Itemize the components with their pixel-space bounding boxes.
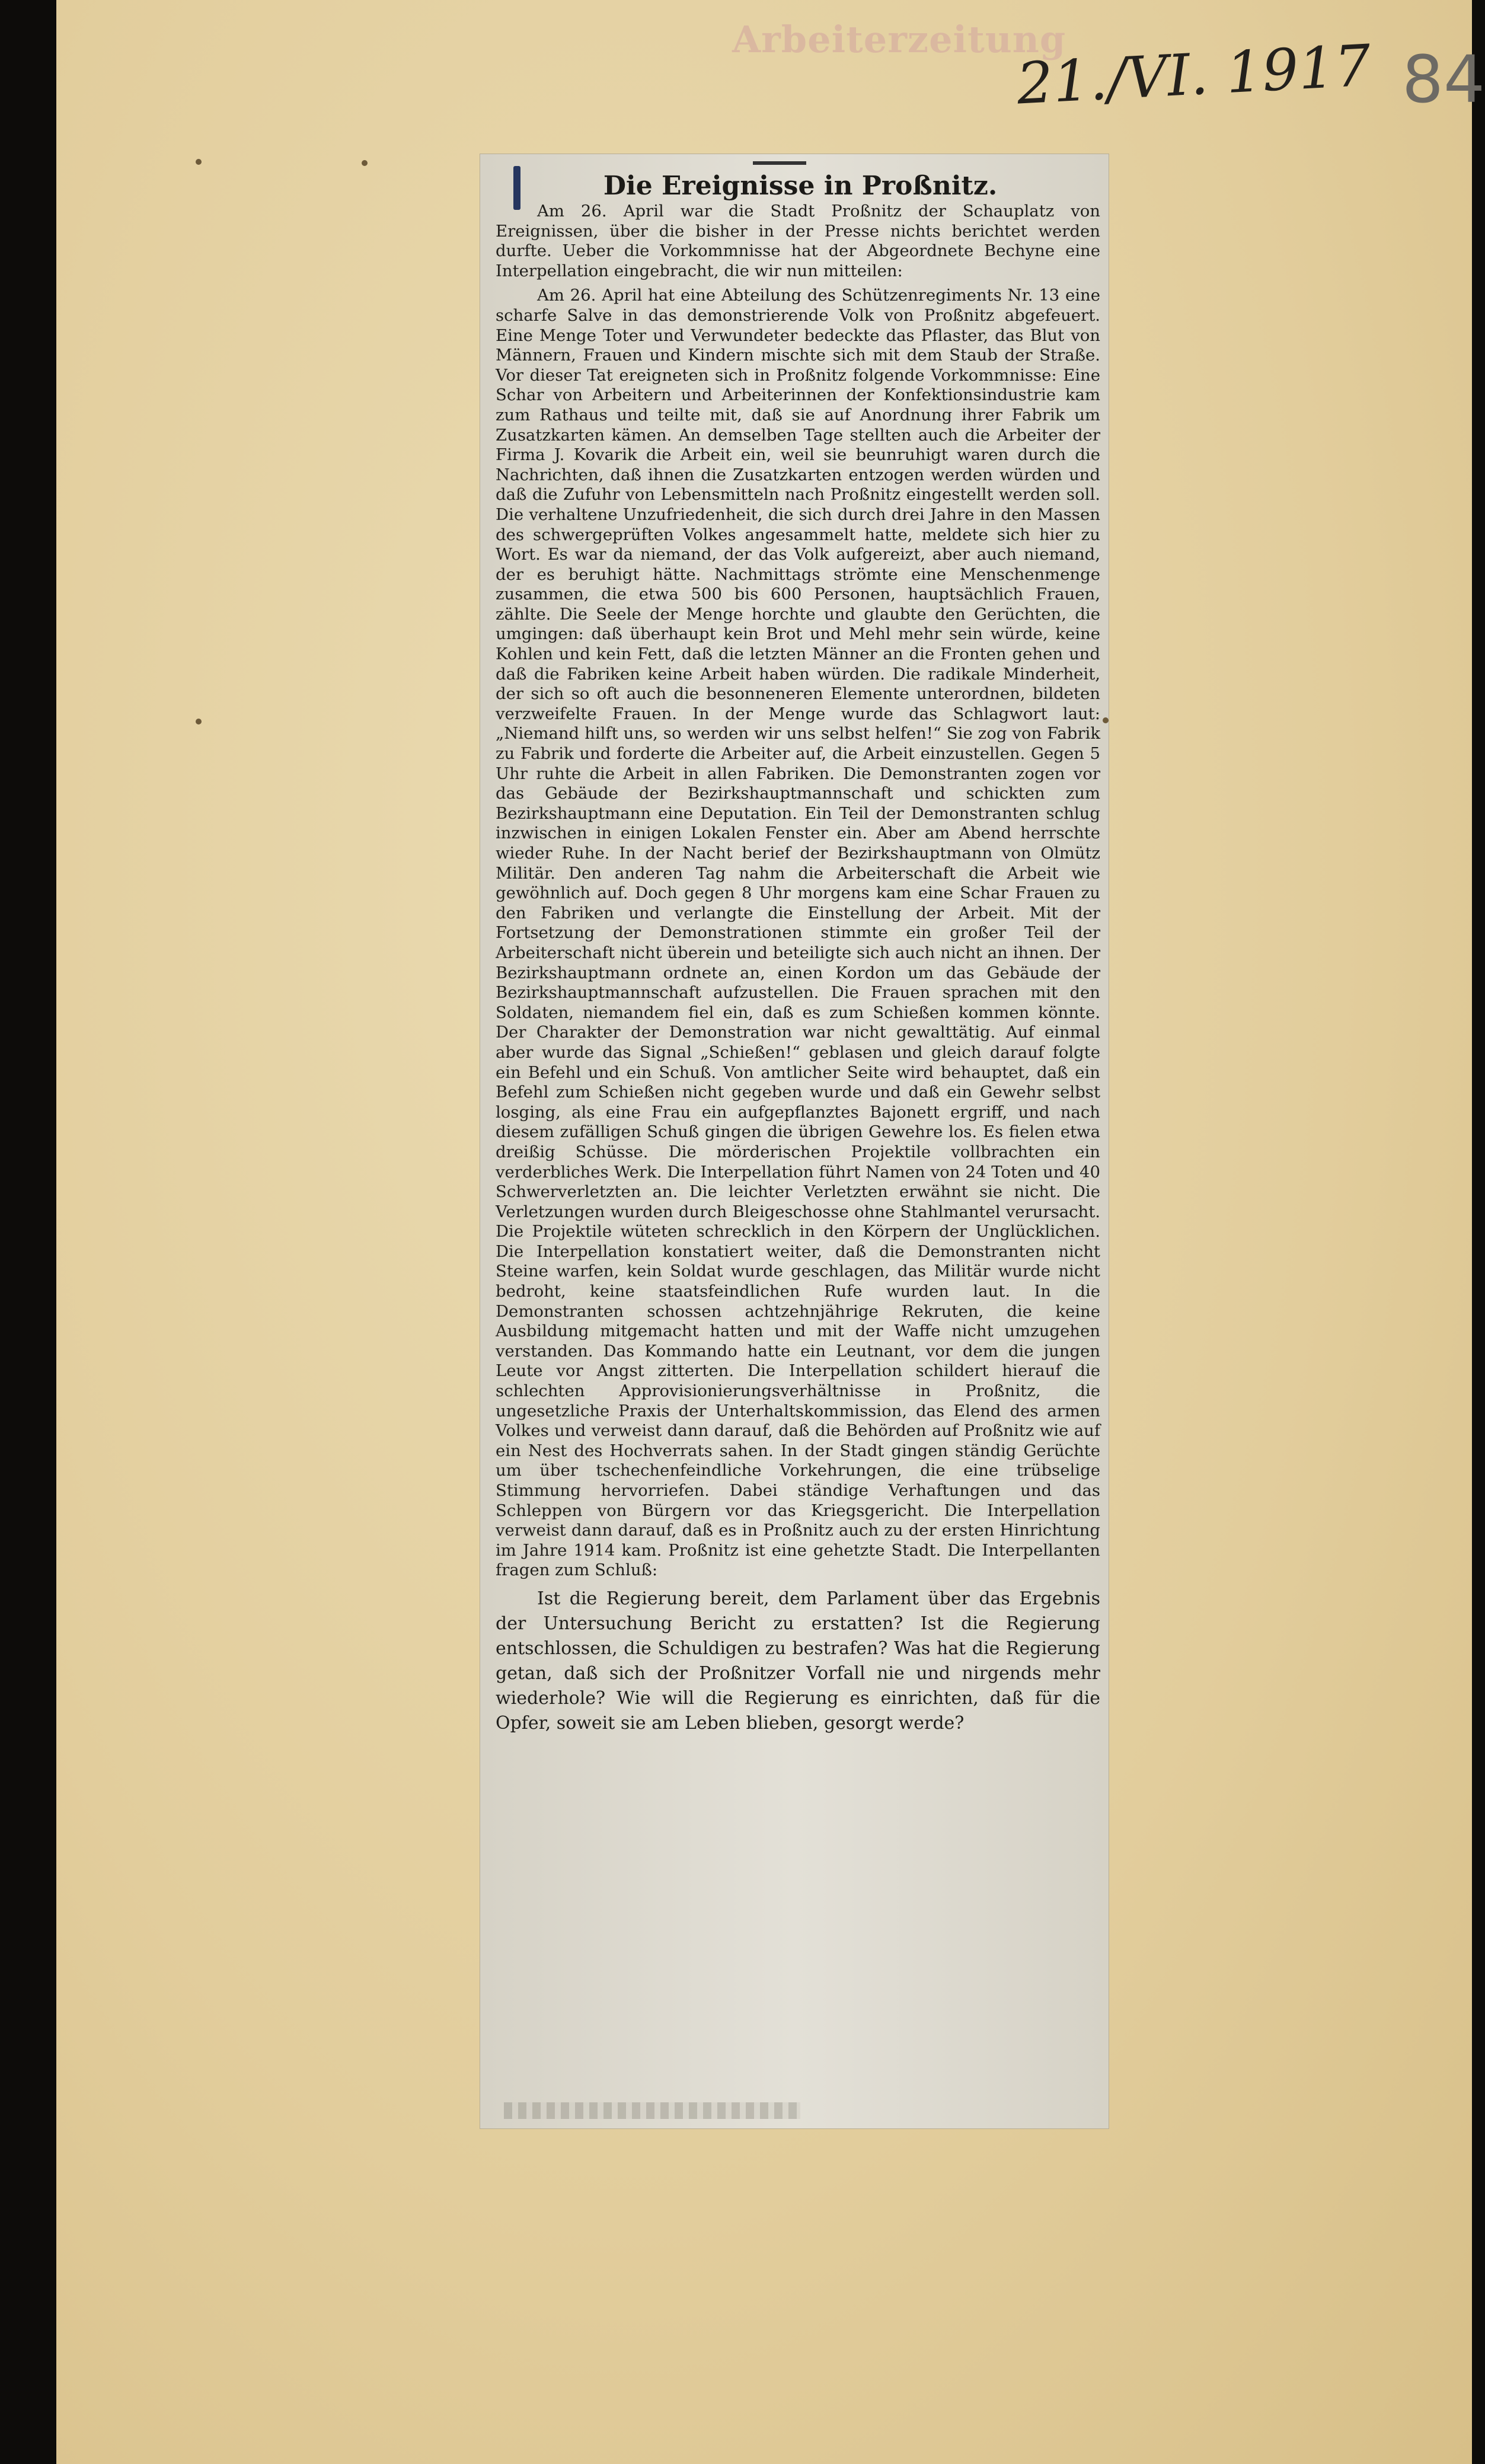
paper-speck	[196, 719, 202, 724]
handwritten-date: 21./VI. 1917	[1015, 32, 1373, 117]
page-number: 84	[1402, 42, 1485, 117]
article-intro: Am 26. April war die Stadt Proßnitz der Schauplatz von Ereignissen, über die bisher in der Presse nichts berichtet werden durfte. Ueber die Vorkommnisse hat der Abgeordnete Bechyne eine Interpellation eingebracht, die wir nun mitteilen:	[496, 202, 1100, 280]
newspaper-stamp: Arbeiterzeitung	[732, 18, 1066, 61]
paper-speck	[1103, 717, 1109, 723]
article-interpellation-text: Am 26. April hat eine Abteilung des Schützenregiments Nr. 13 eine scharfe Salve in das demonstrierende Volk von Proßnitz abgefeuert. Eine Menge Toter und Verwundeter bedeckte das Pflaster, das Blut von Männern, Frauen und Kindern mischte sich mit dem Staub der Straße. Vor dieser Tat ereigneten sich in Proßnitz folgende Vorkommnisse: Eine Schar von Arbeitern und Arbeiterinnen der Konfektionsindustrie kam zum Rathaus und teilte mit, daß sie auf Anordnung ihrer Fabrik um Zusatzkarten kämen. An demselben Tage stellten auch die Arbeiter der Firma J. Kovarik die Arbeit ein, weil sie beunruhigt waren durch die Nachrichten, daß ihnen die Zusatzkarten entzogen werden würden und daß die Zufuhr von Lebensmitteln nach Proßnitz eingestellt werden soll. Die verhaltene Unzufriedenheit, die sich durch drei Jahre in den Massen des schwergeprüften Volkes angesammelt hatte, meldete sich hier zu Wort. Es war da niemand, der das Volk aufgereizt, aber auch niemand, der es beruhigt hätte. Nachmittags strömte eine Menschenmenge zusammen, die etwa 500 bis 600 Personen, hauptsächlich Frauen, zählte. Die Seele der Menge horchte und glaubte den Gerüchten, die umgingen: daß überhaupt kein Brot und Mehl mehr sein würde, keine Kohlen und kein Fett, daß die letzten Männer an die Fronten gehen und daß die Fabriken keine Arbeit haben würden. Die radikale Minderheit, der sich so oft auch die besonneneren Elemente unterordnen, bildeten verzweifelte Frauen. In der Menge wurde das Schlagwort laut: „Niemand hilft uns, so werden wir uns selbst helfen!“ Sie zog von Fabrik zu Fabrik und forderte die Arbeiter auf, die Arbeit einzustellen. Gegen 5 Uhr ruhte die Arbeit in allen Fabriken. Die Demonstranten zogen vor das Gebäude der Bezirkshauptmannschaft und schickten zum Bezirkshauptmann eine Deputation. Ein Teil der Demonstranten schlug inzwischen in einigen Lokalen Fenster ein. Aber am Abend herrschte wieder Ruhe. In der Nacht berief der Bezirkshauptmann von Olmütz Militär. Den anderen Tag nahm die Arbeiterschaft die Arbeit wie gewöhnlich auf. Doch gegen 8 Uhr morgens kam eine Schar Frauen zu den Fabriken und verlangte die Einstellung der Arbeit. Mit der Fortsetzung der Demonstrationen stimmte ein großer Teil der Arbeiterschaft nicht überein und beteiligte sich auch nicht an ihnen. Der Bezirkshauptmann ordnete an, einen Kordon um das Gebäude der Bezirkshauptmannschaft aufzustellen. Die Frauen sprachen mit den Soldaten, niemandem fiel ein, daß es zum Schießen kommen könnte. Der Charakter der Demonstration war nicht gewalttätig. Auf einmal aber wurde das Signal „Schießen!“ geblasen und gleich darauf folgte ein Befehl und ein Schuß. Von amtlicher Seite wird behauptet, daß ein Befehl zum Schießen nicht gegeben wurde und daß ein Gewehr selbst losging, als eine Frau ein aufgepflanztes Bajonett ergriff, und nach diesem zufälligen Schuß gingen die übrigen Gewehre los. Es fielen etwa dreißig Schüsse. Die mörderischen Projektile vollbrachten ein verderbliches Werk. Die Interpellation führt Namen von 24 Toten und 40 Schwerverletzten an. Die leichter Verletzten erwähnt sie nicht. Die Verletzungen wurden durch Bleigeschosse ohne Stahlmantel verursacht. Die Projektile wüteten schrecklich in den Körpern der Unglücklichen. Die Interpellation konstatiert weiter, daß die Demonstranten nicht Steine warfen, kein Soldat wurde geschlagen, das Militär wurde nicht bedroht, keine staatsfeindlichen Rufe wurden laut. In die Demonstranten schossen achtzehnjährige Rekruten, die keine Ausbildung mitgemacht hatten und mit der Waffe nicht umzugehen verstanden. Das Kommando hatte ein Leutnant, vor dem die jungen Leute vor Angst zitterten. Die Interpellation schildert hierauf die schlechten Approvisionierungsverhältnisse in Proßnitz, die ungesetzliche Praxis der Unterhaltskommission, das Elend des armen Volkes und verweist dann darauf, daß die Behörden auf Proßnitz wie auf ein Nest des Hochverrats sahen. In der Stadt gingen ständig Gerüchte um über tschechenfeindliche Vorkehrungen, die eine trübselige Stimmung hervorriefen. Dabei ständige Verhaftungen und das Schleppen von Bürgern vor das Kriegsgericht. Die Interpellation verweist dann darauf, daß es in Proßnitz auch zu der ersten Hinrichtung im Jahre 1914 kam. Proßnitz ist eine gehetzte Stadt. Die Interpellanten fragen zum Schluß:	[496, 286, 1100, 1580]
torn-edge	[504, 2102, 800, 2119]
article-questions: Ist die Regierung bereit, dem Parlament über das Ergebnis der Untersuchung Bericht zu erstatten? Ist die Regierung entschlossen, die Schuldigen zu bestrafen? Was hat die Regierung getan, daß sich der Proßnitzer Vorfall nie und nirgends mehr wiederhole? Wie will die Regierung es einrichten, daß für die Opfer, soweit sie am Leben blieben, gesorgt werde?	[496, 1588, 1100, 1734]
article-body	[496, 202, 1100, 1736]
paper-speck	[362, 160, 368, 166]
paper-speck	[196, 159, 202, 165]
article-title: Die Ereignisse in Proßnitz.	[603, 171, 998, 201]
clipping-top-rule	[753, 161, 806, 165]
